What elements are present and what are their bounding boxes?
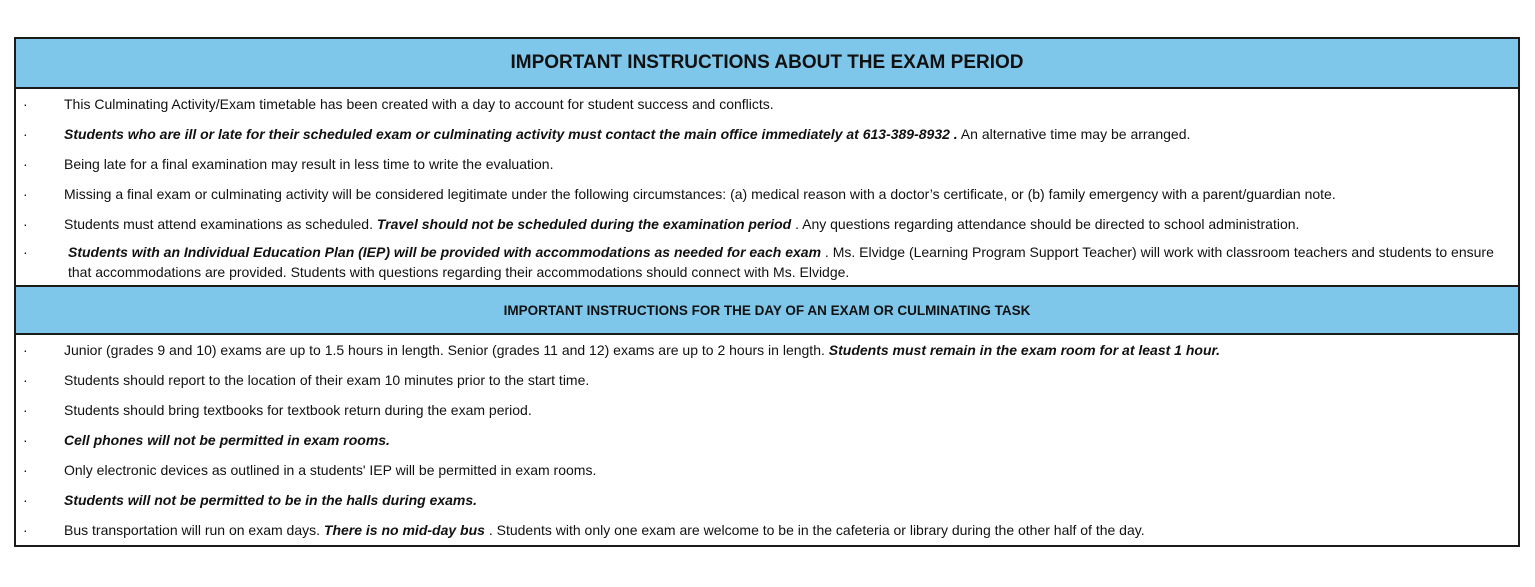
section1-title: IMPORTANT INSTRUCTIONS ABOUT THE EXAM PERIOD	[16, 39, 1518, 89]
item-text-plain: Bus transportation will run on exam days.	[64, 522, 324, 538]
item-text-emphasis: Students must remain in the exam room for at least 1 hour.	[828, 342, 1221, 358]
list-item	[16, 455, 1518, 485]
instructions-sheet	[14, 37, 1520, 547]
bullet: ·	[23, 402, 28, 418]
bullet: ·	[23, 186, 28, 202]
list-item	[16, 119, 1518, 149]
item-text	[64, 395, 1508, 425]
item-text-plain: Students should bring textbooks for textbook return during the exam period.	[64, 402, 532, 418]
item-text-plain: . Ms. Elvidge (Learning Program Support Teacher) will work with classroom teachers and students to ensure that accommodations are provided. Students with questions regarding their accommodations should connect with Ms. Elvidge.	[68, 244, 1494, 280]
list-item	[16, 425, 1518, 455]
list-item	[16, 239, 1518, 285]
bullet: ·	[23, 372, 28, 388]
item-text-plain: Missing a final exam or culminating activity will be considered legitimate under the following circumstances: (a) medical reason with a doctor’s certificate, or (b) family emergency with a parent/guardian note.	[64, 186, 1336, 202]
item-text	[64, 425, 1508, 455]
item-text-emphasis: There is no mid-day bus	[323, 522, 485, 538]
list-item	[16, 179, 1518, 209]
item-text	[64, 515, 1508, 545]
list-item	[16, 485, 1518, 515]
item-text-plain: . Students with only one exam are welcome to be in the cafeteria or library during the other half of the day.	[484, 522, 1145, 538]
list-item	[16, 395, 1518, 425]
item-text-plain: Only electronic devices as outlined in a students' IEP will be permitted in exam rooms.	[64, 462, 597, 478]
item-text-plain: This Culminating Activity/Exam timetable has been created with a day to account for student success and conflicts.	[64, 96, 774, 112]
item-text-plain: Junior (grades 9 and 10) exams are up to 1.5 hours in length. Senior (grades 11 and 12) exams are up to 2 hours in length.	[64, 342, 829, 358]
bullet: ·	[23, 492, 28, 508]
list-item	[16, 149, 1518, 179]
item-text	[64, 149, 1508, 179]
bullet: ·	[23, 96, 28, 112]
item-text	[64, 335, 1508, 365]
list-item	[16, 365, 1518, 395]
item-text-plain: Students should report to the location of their exam 10 minutes prior to the start time.	[64, 372, 590, 388]
item-text	[64, 365, 1508, 395]
item-text	[64, 485, 1508, 515]
bullet: ·	[23, 244, 28, 260]
bullet: ·	[23, 216, 28, 232]
bullet: ·	[23, 156, 28, 172]
item-text-emphasis: Students with an Individual Education Plan (IEP) will be provided with accommodations as needed for each exam	[68, 244, 822, 260]
item-text-plain: Students must attend examinations as scheduled.	[64, 216, 377, 232]
item-text-plain: An alternative time may be arranged.	[957, 126, 1191, 142]
item-text-plain: . Any questions regarding attendance should be directed to school administration.	[791, 216, 1300, 232]
section2-title: IMPORTANT INSTRUCTIONS FOR THE DAY OF AN EXAM OR CULMINATING TASK	[16, 285, 1518, 335]
item-text	[64, 455, 1508, 485]
list-item	[16, 515, 1518, 545]
item-text-emphasis: Travel should not be scheduled during the examination period	[376, 216, 792, 232]
list-item	[16, 335, 1518, 365]
bullet: ·	[23, 432, 28, 448]
item-text	[64, 119, 1508, 149]
item-text-emphasis: Cell phones will not be permitted in exam rooms.	[64, 432, 390, 448]
item-text-plain: Being late for a final examination may result in less time to write the evaluation.	[64, 156, 554, 172]
bullet: ·	[23, 522, 28, 538]
list-item	[16, 209, 1518, 239]
list-item	[16, 89, 1518, 119]
item-text-emphasis: Students will not be permitted to be in the halls during exams.	[64, 492, 478, 508]
item-text	[64, 209, 1508, 239]
bullet: ·	[23, 342, 28, 358]
item-text-emphasis: Students who are ill or late for their scheduled exam or culminating activity must contact the main office immediately at 613-389-8932 .	[64, 126, 958, 142]
bullet: ·	[23, 462, 28, 478]
item-text	[68, 242, 1508, 282]
item-text	[64, 89, 1508, 119]
item-text	[64, 179, 1508, 209]
bullet: ·	[23, 126, 28, 142]
